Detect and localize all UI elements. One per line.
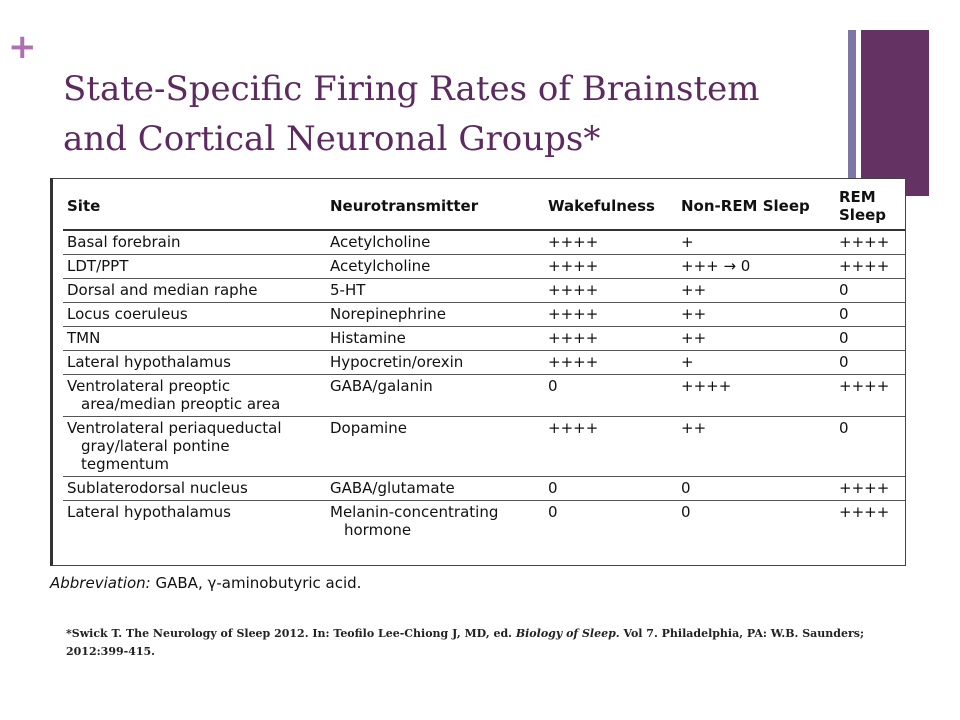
cell-nonrem: +++ → 0	[677, 255, 835, 279]
cell-wakefulness: ++++	[544, 303, 677, 327]
table-figure	[50, 178, 906, 566]
cell-site-line: Dorsal and median raphe	[67, 281, 258, 299]
cell-wakefulness: ++++	[544, 255, 677, 279]
cell-site	[63, 375, 326, 417]
cell-rem: ++++	[835, 477, 905, 501]
cell-site-line: Ventrolateral preoptic	[67, 377, 231, 395]
cell-wakefulness: ++++	[544, 327, 677, 351]
cell-nonrem: 0	[681, 503, 691, 521]
cell-neurotransmitter	[326, 417, 544, 477]
abbreviation-text: GABA, γ-aminobutyric acid.	[150, 574, 362, 592]
cell-nonrem: ++	[677, 327, 835, 351]
cell-site	[63, 501, 326, 543]
cell-neurotransmitter-line: GABA/galanin	[330, 377, 433, 395]
header-site: Site	[63, 185, 326, 230]
plus-marker: +	[8, 27, 37, 67]
cell-rem: 0	[835, 279, 905, 303]
cell-neurotransmitter	[326, 477, 544, 501]
table-row	[63, 255, 905, 279]
table-row	[63, 230, 905, 255]
cell-site-line: area/median preoptic area	[81, 395, 281, 413]
cell-wakefulness: ++++	[544, 279, 677, 303]
accent-bar-thick	[861, 30, 929, 196]
citation-book-title: Biology of Sleep.	[515, 627, 620, 640]
cell-wakefulness: ++++	[544, 417, 677, 477]
abbreviation-label: Abbreviation:	[50, 574, 151, 592]
cell-wakefulness: 0	[544, 477, 677, 501]
cell-nonrem: 0	[677, 477, 835, 501]
citation-footnote	[66, 625, 866, 661]
cell-nonrem: +	[677, 351, 835, 375]
cell-site-line: Basal forebrain	[67, 233, 181, 251]
cell-site-line: Lateral hypothalamus	[67, 503, 231, 521]
cell-rem: 0	[835, 417, 905, 477]
cell-neurotransmitter	[326, 327, 544, 351]
cell-site	[63, 351, 326, 375]
cell-site	[63, 303, 326, 327]
cell-neurotransmitter-line: 5-HT	[330, 281, 366, 299]
cell-neurotransmitter-line: Acetylcholine	[330, 233, 431, 251]
cell-neurotransmitter	[326, 375, 544, 417]
cell-neurotransmitter-line: hormone	[344, 521, 412, 539]
header-neurotransmitter: Neurotransmitter	[326, 185, 544, 230]
cell-site-line: Sublaterodorsal nucleus	[67, 479, 248, 497]
table-header-row	[63, 185, 905, 230]
cell-rem: 0	[835, 303, 905, 327]
cell-rem: ++++	[835, 375, 905, 417]
cell-site-line: Lateral hypothalamus	[67, 353, 231, 371]
header-wakefulness: Wakefulness	[544, 185, 677, 230]
cell-site	[63, 230, 326, 255]
cell-neurotransmitter-line: Dopamine	[330, 419, 407, 437]
cell-neurotransmitter-line: Norepinephrine	[330, 305, 446, 323]
firing-rates-table	[63, 185, 905, 542]
cell-site	[63, 279, 326, 303]
cell-nonrem: ++	[677, 417, 835, 477]
cell-site-line: Ventrolateral periaqueductal	[67, 419, 282, 437]
cell-neurotransmitter	[326, 501, 544, 543]
cell-site-line: TMN	[67, 329, 101, 347]
table-row	[63, 303, 905, 327]
table-body	[63, 230, 905, 542]
table-row	[63, 417, 905, 477]
table-row	[63, 501, 905, 543]
slide-title	[63, 64, 853, 164]
cell-site-line: tegmentum	[81, 455, 169, 473]
cell-neurotransmitter	[326, 230, 544, 255]
cell-rem: 0	[835, 351, 905, 375]
cell-site-line: Locus coeruleus	[67, 305, 188, 323]
cell-neurotransmitter-line: Acetylcholine	[330, 257, 431, 275]
cell-site	[63, 417, 326, 477]
cell-rem: ++++	[839, 503, 890, 521]
cell-wakefulness: ++++	[544, 351, 677, 375]
cell-wakefulness: 0	[544, 375, 677, 417]
table-row	[63, 279, 905, 303]
cell-rem: 0	[835, 327, 905, 351]
cell-nonrem: +	[677, 230, 835, 255]
cell-neurotransmitter	[326, 351, 544, 375]
cell-neurotransmitter	[326, 303, 544, 327]
table-row	[63, 327, 905, 351]
cell-site	[63, 255, 326, 279]
accent-bar-thin	[848, 30, 856, 196]
cell-neurotransmitter	[326, 279, 544, 303]
citation-part-1: *Swick T. The Neurology of Sleep 2012. In: Teofilo Lee-Chiong J, MD, ed.	[66, 627, 516, 640]
cell-site-line: gray/lateral pontine	[81, 437, 230, 455]
citation-part-2: Vol 7. Philadelphia, PA: W.B. Saunders; 2012:399-415.	[66, 627, 865, 658]
cell-site-line: LDT/PPT	[67, 257, 129, 275]
table-row	[63, 375, 905, 417]
cell-wakefulness: 0	[548, 503, 558, 521]
cell-site	[63, 477, 326, 501]
title-line-1: State-Specific Firing Rates of Brainstem	[63, 69, 760, 109]
cell-nonrem: ++	[677, 303, 835, 327]
cell-nonrem: ++	[677, 279, 835, 303]
header-rem: REM Sleep	[835, 185, 905, 230]
table-row	[63, 477, 905, 501]
title-line-2: and Cortical Neuronal Groups*	[63, 119, 601, 159]
cell-nonrem: ++++	[677, 375, 835, 417]
cell-rem: ++++	[835, 230, 905, 255]
header-nonrem: Non-REM Sleep	[677, 185, 835, 230]
table-row	[63, 351, 905, 375]
cell-neurotransmitter-line: GABA/glutamate	[330, 479, 455, 497]
cell-wakefulness: ++++	[544, 230, 677, 255]
abbreviation-note	[50, 574, 361, 592]
cell-neurotransmitter-line: Histamine	[330, 329, 406, 347]
cell-neurotransmitter-line: Hypocretin/orexin	[330, 353, 464, 371]
cell-neurotransmitter-line: Melanin-concentrating	[330, 503, 499, 521]
cell-site	[63, 327, 326, 351]
cell-rem: ++++	[835, 255, 905, 279]
cell-neurotransmitter	[326, 255, 544, 279]
